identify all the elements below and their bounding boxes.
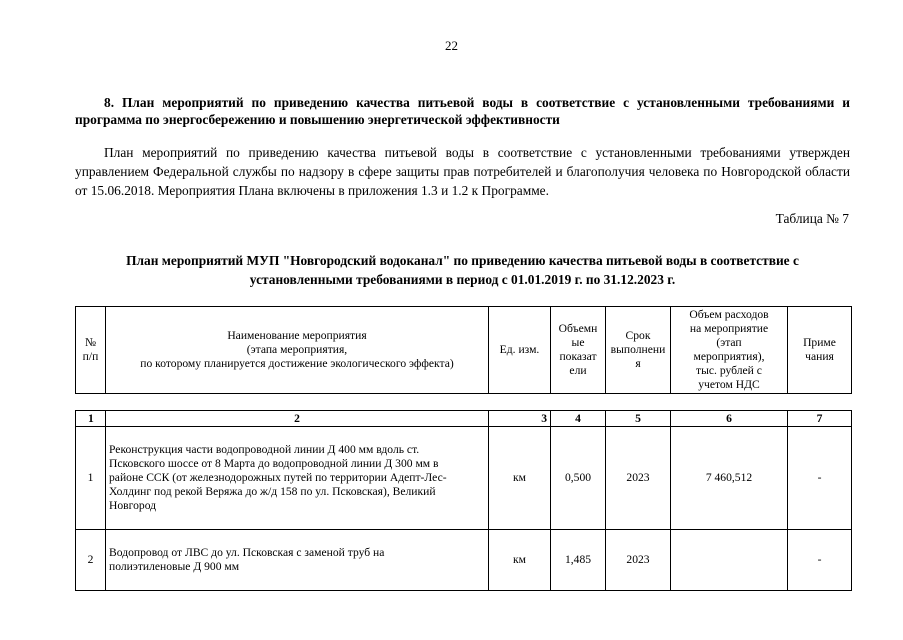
- row-name-line: полиэтиленовые Д 900 мм: [109, 560, 240, 573]
- table-row: [76, 427, 852, 530]
- header-name-line: Наименование мероприятия: [227, 329, 367, 342]
- row-name-line: Новгород: [109, 499, 157, 512]
- row-name: [106, 427, 489, 530]
- row-name-line: Псковского шоссе от 8 Марта до водопроводной линии Д 300 мм в: [109, 457, 439, 470]
- row-name-line: Водопровод от ЛВС до ул. Псковская с заменой труб на: [109, 546, 385, 559]
- row-unit: км: [489, 530, 551, 591]
- row-name: [106, 530, 489, 591]
- row-name-line: районе ССК (от железнодорожных путей по территории Адепт-Лес-: [109, 471, 447, 484]
- page-number: 22: [445, 38, 458, 53]
- row-volume: 0,500: [551, 427, 606, 530]
- header-num-line: №: [84, 336, 97, 349]
- row-name-line: Реконструкция части водопроводной линии Д 400 мм вдоль ст.: [109, 443, 420, 456]
- body-paragraph-text: План мероприятий по приведению качества питьевой воды в соответствие с установленными требованиями утвержден управлением Федеральной службы по надзору в сфере защиты прав потребителей и благополучия человека по Новгородской области от 15.06.2018. Мероприятия Плана включены в приложения 1.3 и 1.2 к Программе.: [75, 145, 850, 198]
- table-row: [76, 530, 852, 591]
- table-title: [75, 251, 850, 289]
- header-volume-line: ые: [571, 336, 585, 349]
- row-unit: км: [489, 427, 551, 530]
- column-number: 1: [76, 411, 106, 427]
- row-term: 2023: [606, 427, 671, 530]
- column-number: 7: [788, 411, 852, 427]
- table-body: [75, 410, 852, 591]
- header-volume-line: Объемн: [558, 322, 598, 335]
- table-title-line1: План мероприятий МУП "Новгородский водоканал" по приведению качества питьевой воды в соответствие с: [126, 253, 799, 268]
- header-note: [788, 307, 852, 394]
- header-num-line: п/п: [82, 350, 99, 363]
- row-name-line: Холдинг под рекой Веряжа до ж/д 158 по ул. Псковская), Великий: [109, 485, 436, 498]
- row-num: 1: [76, 427, 106, 530]
- row-note: -: [788, 530, 852, 591]
- row-cost: [671, 530, 788, 591]
- header-term: [606, 307, 671, 394]
- column-number: 2: [106, 411, 489, 427]
- column-number: 3: [489, 411, 551, 427]
- section-heading-text: 8. План мероприятий по приведению качества питьевой воды в соответствие с установленными требованиями и программа по энергосбережению и повышению энергетической эффективности: [75, 95, 850, 127]
- table-header: [75, 306, 852, 394]
- body-paragraph: [75, 143, 850, 200]
- header-cost-line: на мероприятие: [689, 322, 769, 335]
- header-note-line: чания: [805, 350, 834, 363]
- column-number: 6: [671, 411, 788, 427]
- header-cost-line: (этап: [716, 336, 742, 349]
- row-num: 2: [76, 530, 106, 591]
- header-name-line: (этапа мероприятия,: [246, 343, 348, 356]
- section-heading: [75, 94, 850, 128]
- header-term-line: я: [635, 357, 641, 370]
- row-term: 2023: [606, 530, 671, 591]
- header-cost-line: мероприятия),: [693, 350, 765, 363]
- header-num: [76, 307, 106, 394]
- header-name: [106, 307, 489, 394]
- row-cost: 7 460,512: [671, 427, 788, 530]
- header-cost: [671, 307, 788, 394]
- header-cost-line: тыс. рублей с: [696, 364, 762, 377]
- header-note-line: Приме: [803, 336, 836, 349]
- header-name-line: по которому планируется достижение экологического эффекта): [140, 357, 454, 370]
- header-cost-line: Объем расходов: [689, 308, 769, 321]
- header-volume-line: ели: [569, 364, 587, 377]
- column-number-row: [76, 411, 852, 427]
- header-volume-line: показат: [559, 350, 597, 363]
- column-number: 5: [606, 411, 671, 427]
- row-volume: 1,485: [551, 530, 606, 591]
- header-volume: [551, 307, 606, 394]
- row-note: -: [788, 427, 852, 530]
- table-number: Таблица № 7: [775, 211, 849, 226]
- table-title-line2: установленными требованиями в период с 01.01.2019 г. по 31.12.2023 г.: [249, 272, 676, 287]
- header-unit: Ед. изм.: [489, 307, 551, 394]
- header-term-line: выполнени: [610, 343, 666, 356]
- header-term-line: Срок: [625, 329, 651, 342]
- column-number: 4: [551, 411, 606, 427]
- header-row: [76, 307, 852, 394]
- header-cost-line: учетом НДС: [698, 378, 760, 391]
